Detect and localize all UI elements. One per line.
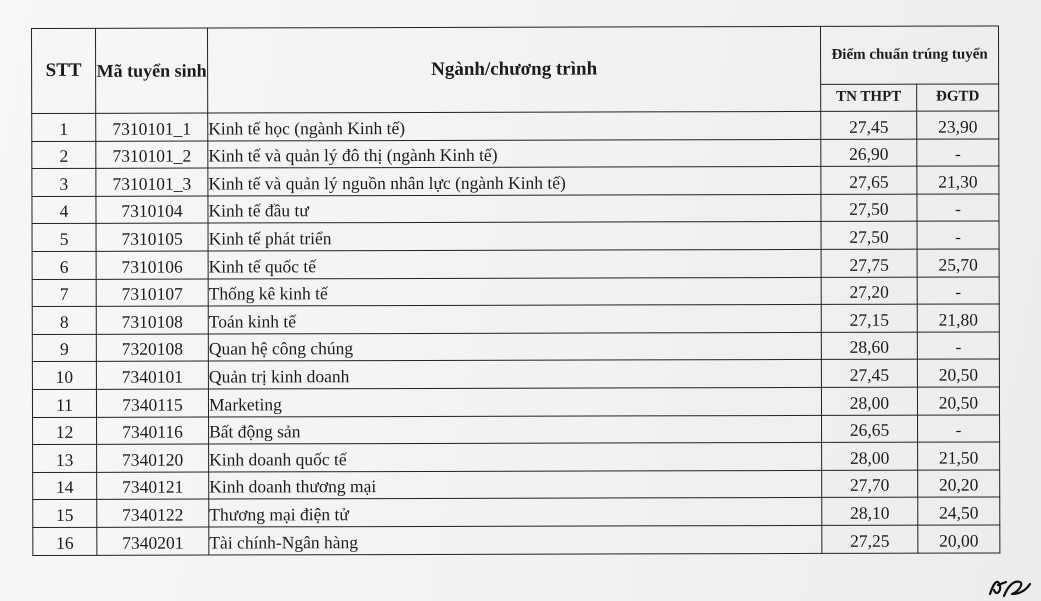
- header-dgtd: ĐGTD: [917, 84, 999, 112]
- cell-stt: 14: [33, 472, 97, 500]
- cell-stt: 13: [33, 444, 97, 472]
- cell-admission-code: 7310104: [96, 196, 208, 224]
- cell-major-name: Kinh tế quốc tế: [208, 249, 821, 278]
- cell-tn-thpt-score: 28,00: [822, 442, 918, 470]
- cell-dgtd-score: 25,70: [917, 249, 999, 277]
- cell-stt: 6: [32, 251, 96, 279]
- cell-admission-code: 7310101_2: [96, 141, 208, 169]
- cell-stt: 7: [32, 279, 96, 307]
- cell-dgtd-score: 21,80: [917, 304, 999, 332]
- table-row: [32, 304, 999, 334]
- cell-stt: 3: [32, 169, 96, 197]
- cell-admission-code: 7340121: [97, 472, 209, 500]
- table-row: [32, 387, 999, 417]
- cell-stt: 10: [32, 362, 96, 390]
- cell-tn-thpt-score: 27,15: [821, 304, 917, 332]
- cell-stt: 4: [32, 196, 96, 224]
- cell-dgtd-score: 20,50: [917, 387, 999, 415]
- table-row: [33, 525, 1000, 555]
- cell-tn-thpt-score: 28,60: [821, 332, 917, 360]
- handwritten-initials-signature: [984, 572, 1032, 600]
- header-stt: STT: [32, 28, 96, 113]
- cell-dgtd-score: 21,30: [917, 166, 999, 194]
- table-row: [32, 221, 999, 251]
- cell-admission-code: 7310108: [96, 306, 208, 334]
- cell-major-name: Marketing: [208, 387, 821, 416]
- cell-tn-thpt-score: 27,20: [821, 277, 917, 305]
- cell-tn-thpt-score: 27,45: [821, 360, 917, 388]
- table-row: [32, 332, 999, 362]
- header-cutoff-score-group: Điểm chuẩn trúng tuyển: [820, 26, 998, 84]
- cell-major-name: Bất động sản: [209, 415, 822, 444]
- cell-tn-thpt-score: 26,90: [821, 139, 917, 167]
- cell-major-name: Quan hệ công chúng: [208, 332, 821, 361]
- cell-major-name: Tài chính-Ngân hàng: [209, 525, 822, 554]
- cell-stt: 2: [32, 141, 96, 169]
- cell-stt: 15: [33, 500, 97, 528]
- table-row: [33, 497, 1000, 527]
- cell-dgtd-score: -: [917, 139, 999, 167]
- cell-admission-code: 7340115: [96, 389, 208, 417]
- cell-dgtd-score: 20,20: [918, 470, 1000, 498]
- cell-major-name: Kinh tế và quản lý nguồn nhân lực (ngành Kinh tế): [208, 167, 821, 196]
- cell-tn-thpt-score: 28,10: [822, 497, 918, 525]
- table-row: [33, 414, 1000, 444]
- cell-major-name: Thống kê kinh tế: [208, 277, 821, 306]
- cell-dgtd-score: -: [917, 332, 999, 360]
- cell-admission-code: 7340122: [97, 499, 209, 527]
- cell-admission-code: 7310106: [96, 251, 208, 279]
- cell-stt: 9: [32, 334, 96, 362]
- table-row: [32, 277, 999, 307]
- cell-major-name: Thương mại điện tử: [209, 498, 822, 527]
- table-row: [32, 111, 999, 141]
- cell-dgtd-score: -: [917, 194, 999, 222]
- cell-dgtd-score: -: [918, 414, 1000, 442]
- admission-score-table: [31, 25, 1000, 555]
- table-body: [32, 111, 1000, 555]
- cell-tn-thpt-score: 27,25: [822, 525, 918, 553]
- cell-stt: 16: [33, 527, 97, 555]
- cell-stt: 8: [32, 306, 96, 334]
- table-row: [33, 442, 1000, 472]
- cell-stt: 12: [33, 417, 97, 445]
- cell-stt: 5: [32, 224, 96, 252]
- table-row: [32, 249, 999, 279]
- cell-admission-code: 7340201: [97, 527, 209, 555]
- cell-admission-code: 7310101_3: [96, 168, 208, 196]
- cell-dgtd-score: 24,50: [918, 497, 1000, 525]
- cell-major-name: Kinh doanh quốc tế: [209, 443, 822, 472]
- table-row: [32, 139, 999, 169]
- header-major: Ngành/chương trình: [208, 26, 821, 113]
- cell-tn-thpt-score: 27,75: [821, 249, 917, 277]
- cell-admission-code: 7340120: [97, 444, 209, 472]
- cell-dgtd-score: 20,00: [918, 525, 1000, 553]
- cell-tn-thpt-score: 28,00: [821, 387, 917, 415]
- cell-tn-thpt-score: 26,65: [822, 415, 918, 443]
- cell-dgtd-score: 20,50: [917, 359, 999, 387]
- cell-tn-thpt-score: 27,70: [822, 470, 918, 498]
- cell-dgtd-score: 21,50: [918, 442, 1000, 470]
- cell-stt: 1: [32, 113, 96, 141]
- table-row: [32, 359, 999, 389]
- table-row: [33, 470, 1000, 500]
- cell-dgtd-score: 23,90: [917, 111, 999, 139]
- header-tn-thpt: TN THPT: [821, 84, 917, 112]
- cell-admission-code: 7310101_1: [96, 113, 208, 141]
- cell-tn-thpt-score: 27,50: [821, 222, 917, 250]
- cell-admission-code: 7310105: [96, 223, 208, 251]
- cell-tn-thpt-score: 27,50: [821, 194, 917, 222]
- cell-major-name: Kinh doanh thương mại: [209, 470, 822, 499]
- header-admission-code: Mã tuyển sinh: [96, 28, 208, 113]
- cell-stt: 11: [32, 389, 96, 417]
- cell-dgtd-score: -: [917, 221, 999, 249]
- cell-dgtd-score: -: [917, 277, 999, 305]
- cell-admission-code: 7340101: [96, 361, 208, 389]
- cell-admission-code: 7340116: [97, 417, 209, 445]
- cell-major-name: Toán kinh tế: [208, 305, 821, 334]
- table-row: [32, 166, 999, 196]
- cell-major-name: Quản trị kinh doanh: [208, 360, 821, 389]
- cell-tn-thpt-score: 27,65: [821, 166, 917, 194]
- cell-tn-thpt-score: 27,45: [821, 111, 917, 139]
- table-row: [32, 194, 999, 224]
- cell-major-name: Kinh tế phát triển: [208, 222, 821, 251]
- cell-admission-code: 7320108: [96, 334, 208, 362]
- cell-major-name: Kinh tế đầu tư: [208, 194, 821, 223]
- cell-major-name: Kinh tế và quản lý đô thị (ngành Kinh tế): [208, 139, 821, 168]
- cell-admission-code: 7310107: [96, 279, 208, 307]
- table-header: [32, 26, 999, 114]
- cell-major-name: Kinh tế học (ngành Kinh tế): [208, 111, 821, 140]
